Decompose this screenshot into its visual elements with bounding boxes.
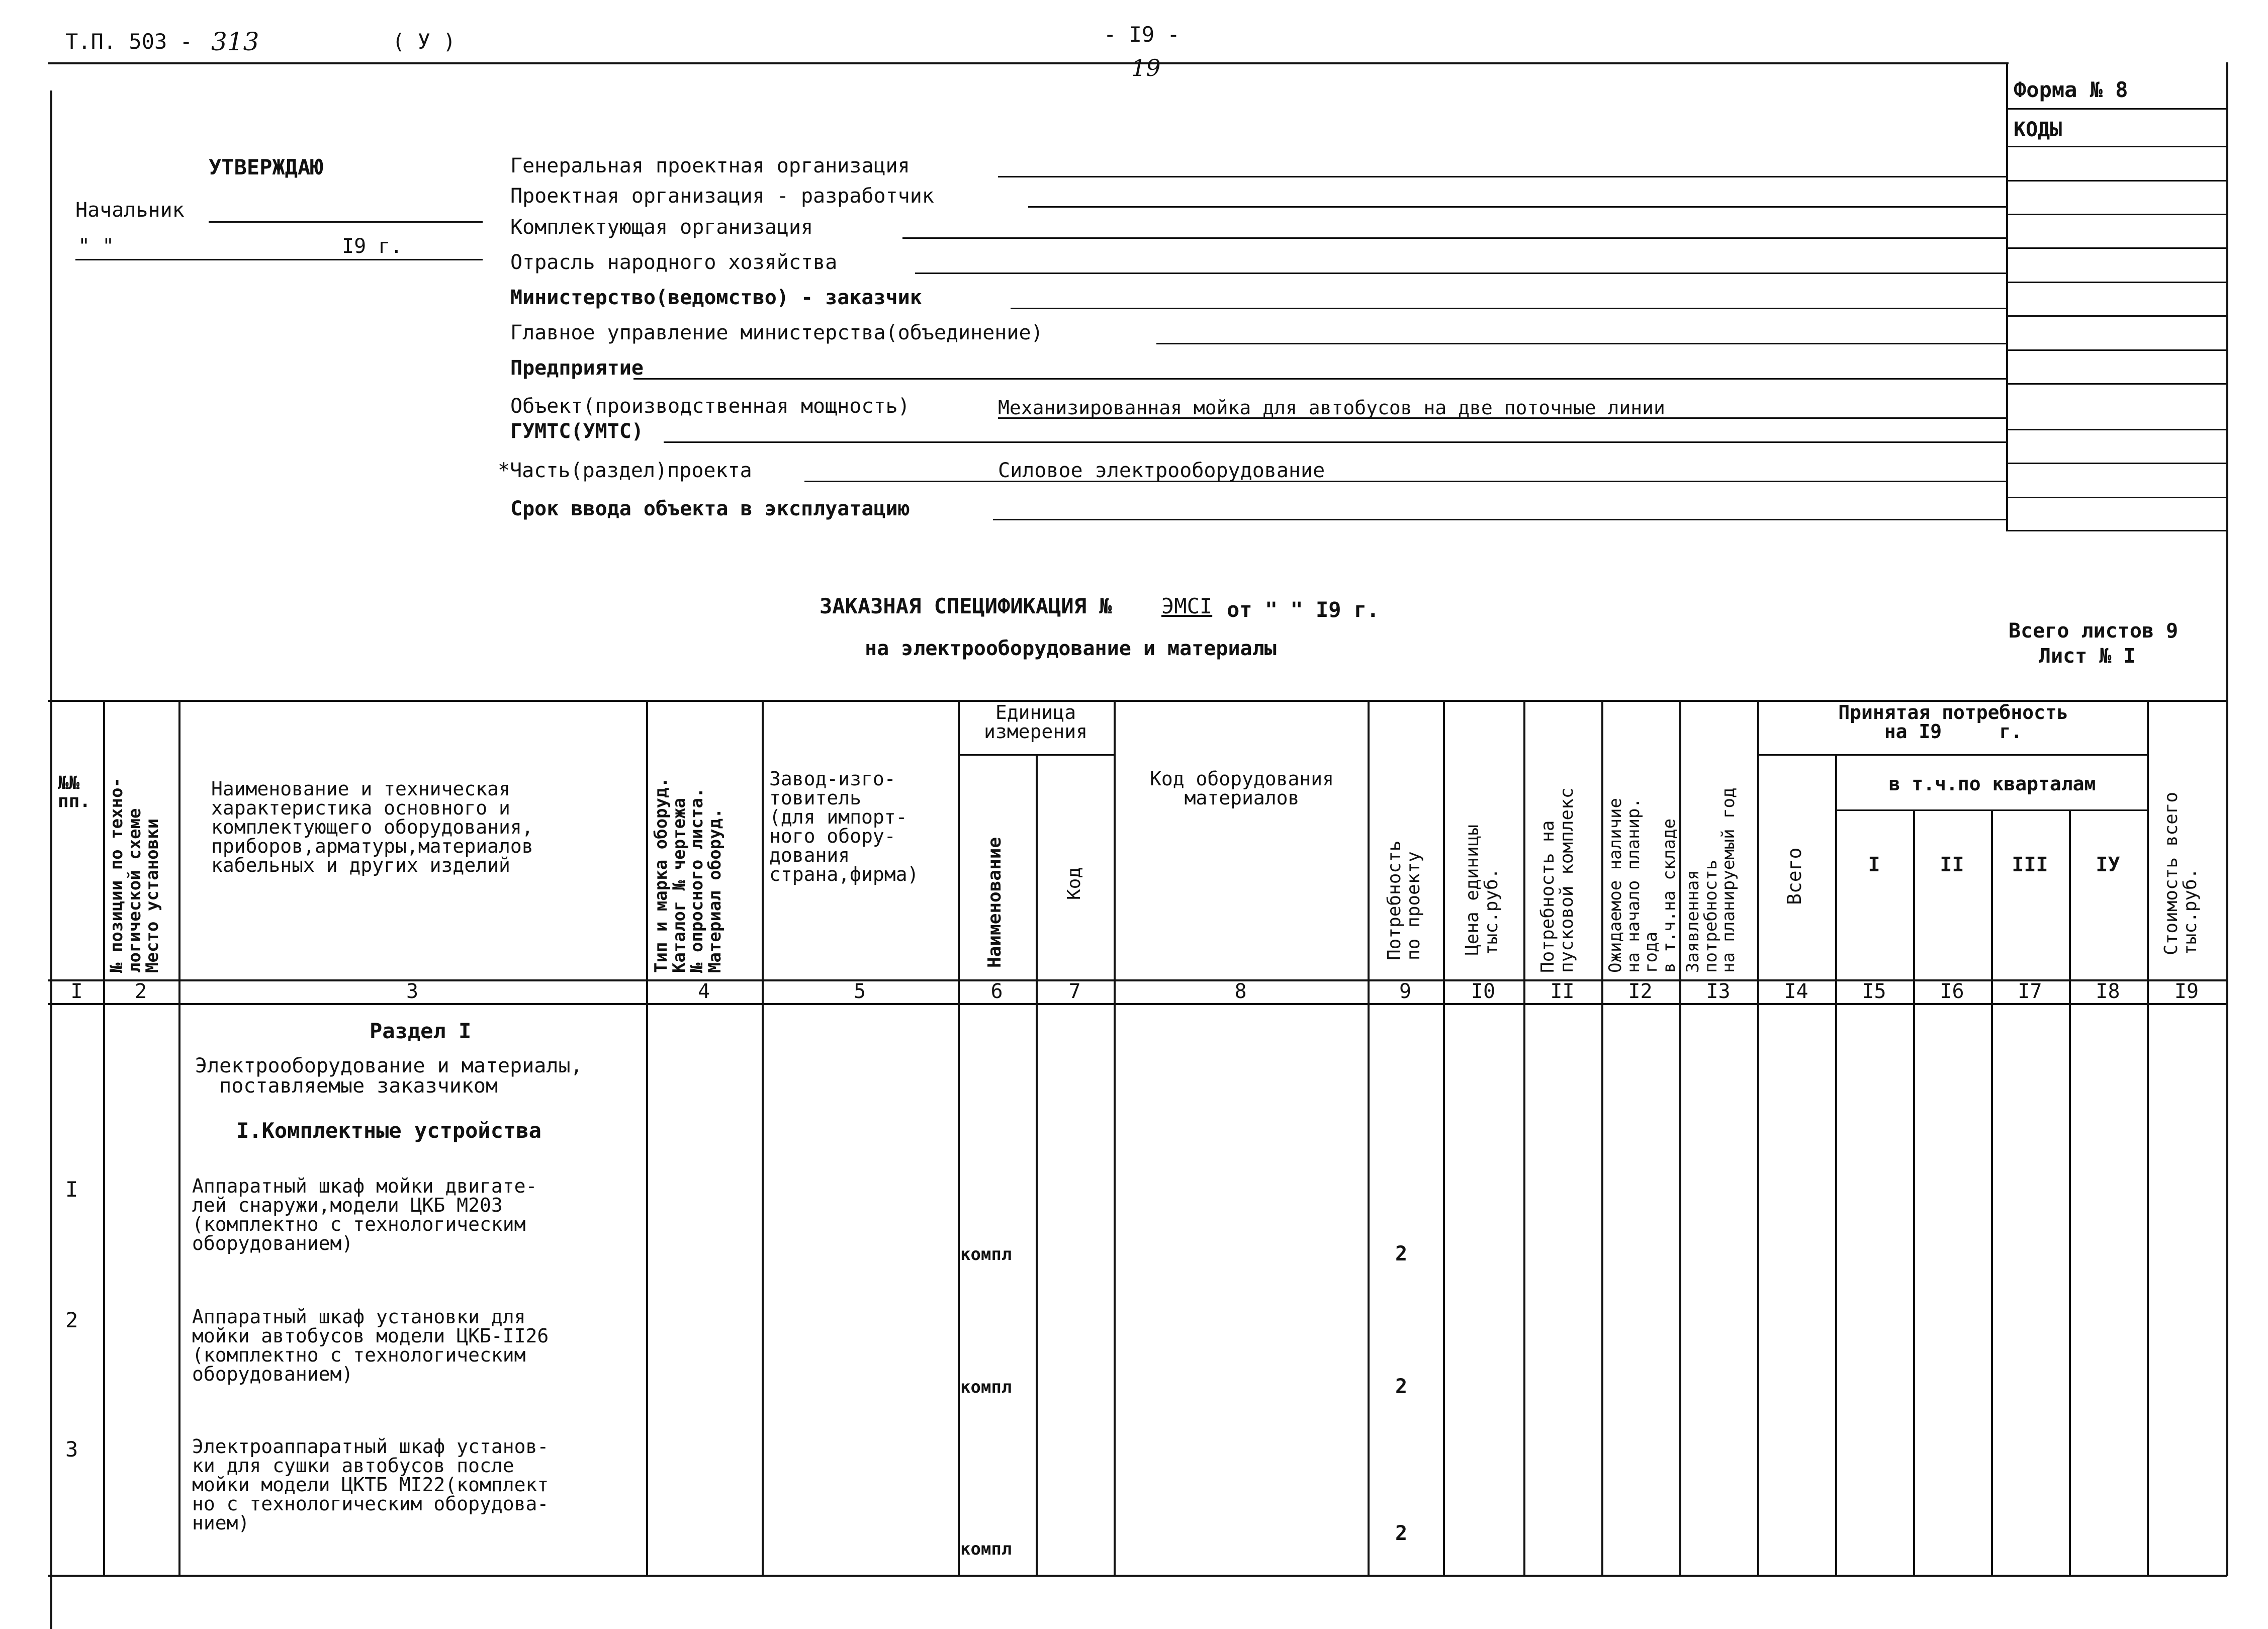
- spec-title: ЗАКАЗНАЯ СПЕЦИФИКАЦИЯ №: [820, 594, 1112, 618]
- form-box-line: [2006, 315, 2226, 317]
- col-sep: [2147, 700, 2149, 1575]
- col-sep: [1913, 809, 1915, 1575]
- form-box-line: [2006, 214, 2226, 215]
- col-header-need-project: Потребность по проекту: [1384, 840, 1424, 960]
- col-sep: [178, 700, 180, 1575]
- field-object-value: Механизированная мойка для автобусов на две поточные линии: [998, 397, 1665, 419]
- col-header-total: Всего: [1783, 847, 1805, 905]
- col-header-name: Наименование и техническая характеристика основного и комплектующего оборудования, приборов,арматуры,материалов кабельных и других изделий: [211, 778, 533, 876]
- frame-top: [48, 62, 2009, 64]
- col-header-expected: Ожидаемое наличие на начало планир. года в т.ч.на складе: [1605, 798, 1680, 973]
- form-box-line: [2006, 247, 2226, 249]
- form-box-line: [2006, 108, 2226, 110]
- row-name: Электроаппаратный шкаф установ- ки для сушки автобусов после мойки модели ЦКТБ МI22(комплект но с технологическим оборудова- нием): [192, 1435, 549, 1534]
- codes-label: КОДЫ: [2014, 118, 2062, 141]
- col-header-type: Тип и марка оборуд. Каталог № чертежа № опросного листа. Материал оборуд.: [651, 777, 725, 973]
- approve-year: I9 г.: [342, 235, 403, 258]
- field-project-part-value: Силовое электрооборудование: [998, 459, 1325, 482]
- col-num-19: I9: [2174, 980, 2199, 1003]
- group-title: I.Комплектные устройства: [236, 1118, 541, 1143]
- section-subtitle: Электрооборудование и материалы, поставляемые заказчиком: [195, 1054, 583, 1098]
- field-line: [633, 378, 2006, 380]
- frame-right-upper: [2226, 530, 2228, 701]
- col-num-1: I: [70, 980, 83, 1003]
- row-num: 3: [65, 1437, 78, 1462]
- field-object-label: Объект(производственная мощность): [510, 395, 910, 418]
- spec-subtitle: на электрооборудование и материалы: [865, 637, 1277, 660]
- col-num-9: 9: [1399, 980, 1412, 1003]
- row-num: I: [65, 1177, 78, 1202]
- col-sep: [103, 700, 105, 1575]
- row-name: Аппаратный шкаф установки для мойки автобусов модели ЦКБ-II26 (комплектно с технологическим оборудованием): [192, 1306, 549, 1385]
- col-num-10: I0: [1471, 980, 1496, 1003]
- form-box-line: [2006, 383, 2226, 385]
- spec-date: от " " I9 г.: [1227, 597, 1380, 622]
- field-commission-date: Срок ввода объекта в эксплуатацию: [510, 497, 910, 520]
- section-title: Раздел I: [370, 1019, 472, 1043]
- col-header-launch-need: Потребность на пусковой комплекс: [1537, 787, 1577, 973]
- col-header-plant: Завод-изго- товитель (для импорт- ного обору- дования страна,фирма): [769, 768, 919, 885]
- col-sep: [762, 700, 764, 1575]
- form-box-left: [2006, 62, 2008, 530]
- col-header-declared: Заявленная потребность на планируемый год: [1683, 787, 1739, 973]
- field-project-part-label: *Часть(раздел)проекта: [498, 459, 752, 482]
- field-line: [1011, 308, 2006, 309]
- field-line: [1028, 206, 2006, 208]
- col-num-12: I2: [1628, 980, 1653, 1003]
- form-label: Форма № 8: [2014, 77, 2128, 102]
- page-number-handwritten: 19: [1131, 54, 1161, 81]
- col-sep: [1443, 700, 1445, 1575]
- col-num-5: 5: [853, 980, 866, 1003]
- col-header-accepted-group: Принятая потребность на I9 г.: [1838, 701, 2068, 743]
- spec-number: ЭМСI: [1161, 594, 1213, 618]
- table-bottom: [48, 1575, 2227, 1577]
- col-sep: [1679, 700, 1681, 1575]
- col-sep: [646, 700, 648, 1575]
- approve-title: УТВЕРЖДАЮ: [209, 155, 323, 179]
- col-sep: [958, 700, 960, 1575]
- form-box-line: [2006, 530, 2226, 531]
- field-line: [915, 273, 2006, 274]
- col-sep: [1036, 754, 1038, 1575]
- field-line: [902, 237, 2006, 239]
- field-line: [998, 176, 2006, 177]
- field-gumts: ГУМТС(УМТС): [510, 420, 644, 443]
- form-box-line: [2006, 282, 2226, 283]
- date-quotes: " ": [78, 235, 115, 258]
- chief-label: Начальник: [75, 199, 185, 222]
- row-unit: компл: [960, 1244, 1012, 1264]
- col-sep: [1757, 700, 1759, 1575]
- field-industry: Отрасль народного хозяйства: [510, 251, 838, 274]
- form-box-line: [2006, 429, 2226, 430]
- col-num-6: 6: [990, 980, 1003, 1003]
- col-num-18: I8: [2096, 980, 2120, 1003]
- table-right: [2226, 700, 2228, 1576]
- col-sep: [1523, 700, 1525, 1575]
- row-qty: 2: [1395, 1242, 1408, 1265]
- chief-signature-line: [209, 221, 483, 223]
- form-box-line: [2006, 349, 2226, 351]
- field-line: [1156, 343, 2006, 344]
- col-header-q3: III: [2012, 853, 2048, 876]
- form-box-line: [2006, 180, 2226, 182]
- col-header-q1: I: [1868, 853, 1880, 876]
- field-complect-org: Комплектующая организация: [510, 216, 813, 239]
- col-header-equipment-code: Код оборудования материалов: [1149, 768, 1334, 809]
- col-num-14: I4: [1784, 980, 1808, 1003]
- col-num-4: 4: [697, 980, 710, 1003]
- doc-code-suffix: ( У ): [392, 29, 456, 54]
- row-num: 2: [65, 1308, 78, 1332]
- field-main-dept: Главное управление министерства(объединение): [510, 321, 1043, 344]
- unit-group-line: [958, 754, 1114, 756]
- col-sep: [2069, 809, 2071, 1575]
- sheet-number: Лист № I: [2039, 645, 2136, 668]
- quarters-group-line: [1835, 809, 2147, 811]
- col-header-num: №№ пп.: [58, 773, 91, 811]
- col-header-unit-name: Наименование: [984, 837, 1005, 968]
- row-qty: 2: [1395, 1522, 1408, 1545]
- form-box-line: [2006, 463, 2226, 464]
- total-sheets: Всего листов 9: [2009, 619, 2179, 643]
- col-header-cost: Стоимость всего тыс.руб.: [2161, 791, 2201, 955]
- form-box-line: [2006, 146, 2226, 147]
- field-project-org: Проектная организация - разработчик: [510, 185, 934, 208]
- col-header-unit-price: Цена единицы тыс.руб.: [1462, 824, 1502, 955]
- accepted-group-line: [1757, 754, 2147, 756]
- form-box-line: [2006, 497, 2226, 498]
- col-sep: [1368, 700, 1370, 1575]
- col-header-quarters-group: в т.ч.по кварталам: [1888, 773, 2096, 795]
- page-number: - I9 -: [1104, 22, 1180, 47]
- col-sep: [1835, 754, 1837, 1575]
- field-general-org: Генеральная проектная организация: [510, 154, 910, 177]
- col-num-8: 8: [1234, 980, 1247, 1003]
- column-number-bottom: [48, 1003, 2227, 1005]
- field-line: [998, 417, 2006, 419]
- field-enterprise: Предприятие: [510, 356, 644, 380]
- col-header-position: № позиции по техно- логической схеме Место установки: [107, 777, 163, 973]
- col-num-16: I6: [1940, 980, 1964, 1003]
- col-num-3: 3: [406, 980, 419, 1003]
- row-name: Аппаратный шкаф мойки двигате- лей снаружи,модели ЦКБ М203 (комплектно с технологическим оборудованием): [192, 1175, 537, 1254]
- col-header-unit-code: Код: [1064, 867, 1084, 900]
- doc-code: Т.П. 503 -: [65, 29, 193, 54]
- field-ministry: Министерство(ведомство) - заказчик: [510, 286, 922, 309]
- col-num-11: II: [1550, 980, 1575, 1003]
- col-sep: [1114, 700, 1116, 1575]
- col-header-q4: IУ: [2096, 853, 2120, 876]
- row-unit: компл: [960, 1539, 1012, 1559]
- form-box-right: [2226, 62, 2228, 530]
- col-num-7: 7: [1068, 980, 1081, 1003]
- field-line: [664, 441, 2006, 443]
- col-num-13: I3: [1706, 980, 1731, 1003]
- doc-code-handwritten: 313: [211, 27, 259, 56]
- col-sep: [1601, 700, 1603, 1575]
- col-num-17: I7: [2018, 980, 2042, 1003]
- col-sep: [1991, 809, 1993, 1575]
- col-num-15: I5: [1862, 980, 1886, 1003]
- row-qty: 2: [1395, 1375, 1408, 1398]
- field-line: [804, 481, 2006, 482]
- field-line: [993, 519, 2006, 520]
- date-line: [75, 259, 483, 260]
- col-header-q2: II: [1940, 853, 1964, 876]
- col-num-2: 2: [134, 980, 147, 1003]
- col-header-unit-group: Единица измерения: [984, 701, 1087, 743]
- frame-left: [50, 90, 52, 1629]
- row-unit: компл: [960, 1377, 1012, 1397]
